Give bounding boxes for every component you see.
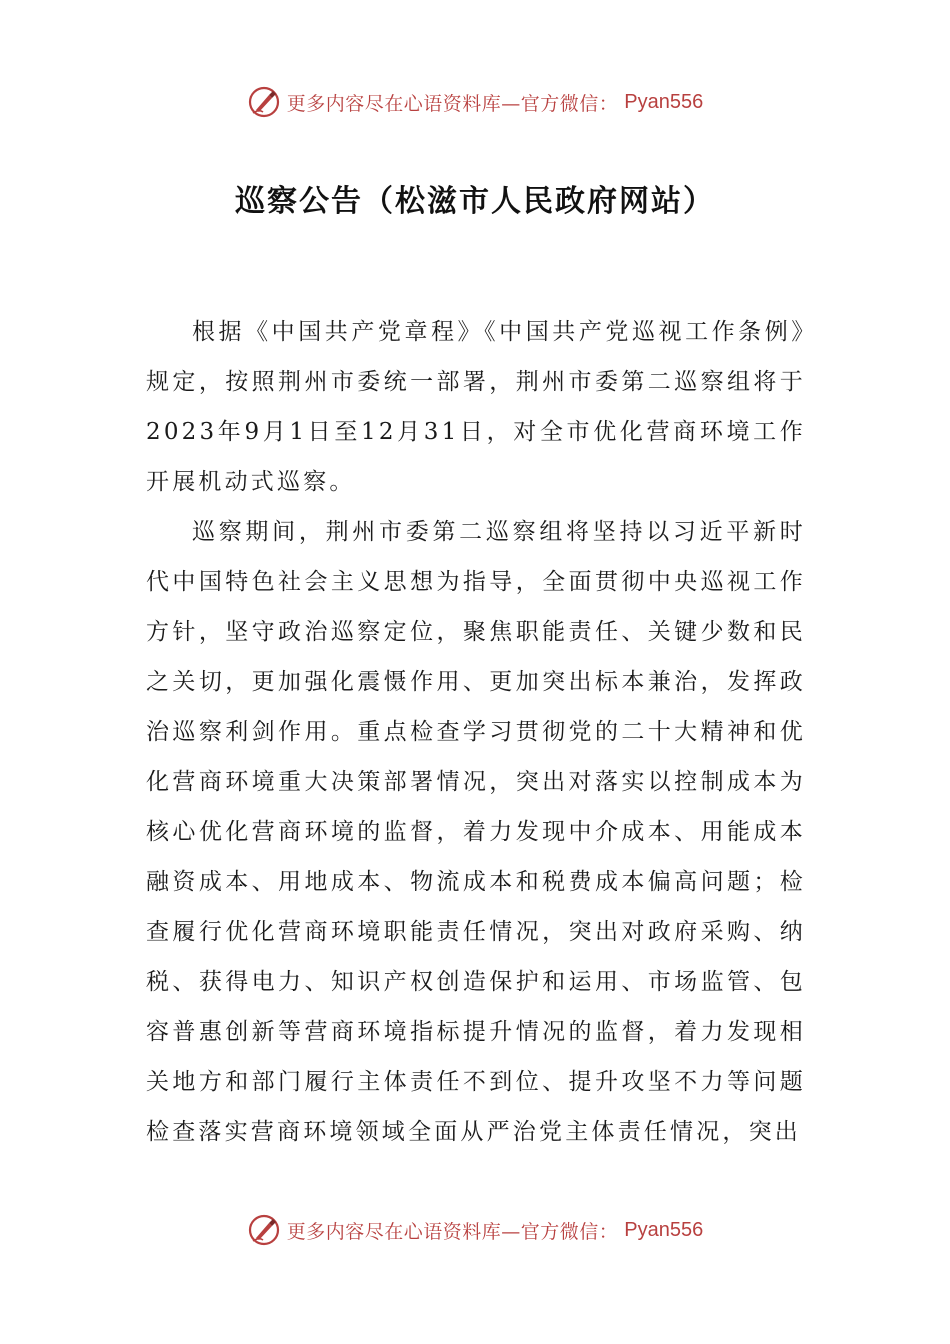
footer-watermark — [0, 1210, 950, 1250]
pen-logo-icon — [247, 1213, 281, 1247]
watermark-wechat-id: Pyan556 — [624, 1218, 704, 1241]
document-body — [146, 307, 806, 1157]
paragraph: 根据《中国共产党章程》《中国共产党巡视工作条例》规定，按照荆州市委统一部署，荆州市委第二巡察组将于2023年9月1日至12月31日，对全市优化营商环境工作开展机动式巡察。 — [146, 319, 806, 495]
watermark-text: 更多内容尽在心语资料库—官方微信： — [286, 1220, 619, 1243]
pen-logo-icon — [247, 85, 281, 119]
watermark-text: 更多内容尽在心语资料库—官方微信： — [286, 92, 619, 115]
watermark-wechat-id: Pyan556 — [624, 90, 704, 113]
header-watermark — [0, 82, 950, 122]
document-title: 巡察公告（松滋市人民政府网站） — [235, 184, 715, 219]
paragraph: 巡察期间，荆州市委第二巡察组将坚持以习近平新时代中国特色社会主义思想为指导，全面贯彻中央巡视工作方针，坚守政治巡察定位，聚焦职能责任、关键少数和民之关切，更加强化震慑作用、更加突出标本兼治，发挥政治巡察利剑作用。重点检查学习贯彻党的二十大精神和优化营商环境重大决策部署情况，突出对落实以控制成本为核心优化营商环境的监督，着力发现中介成本、用能成本融资成本、用地成本、物流成本和税费成本偏高问题；检查履行优化营商环境职能责任情况，突出对政府采购、纳税、获得电力、知识产权创造保护和运用、市场监管、包容普惠创新等营商环境指标提升情况的监督，着力发现相关地方和部门履行主体责任不到位、提升攻坚不力等问题检查落实营商环境领域全面从严治党主体责任情况，突出 — [146, 519, 806, 1145]
